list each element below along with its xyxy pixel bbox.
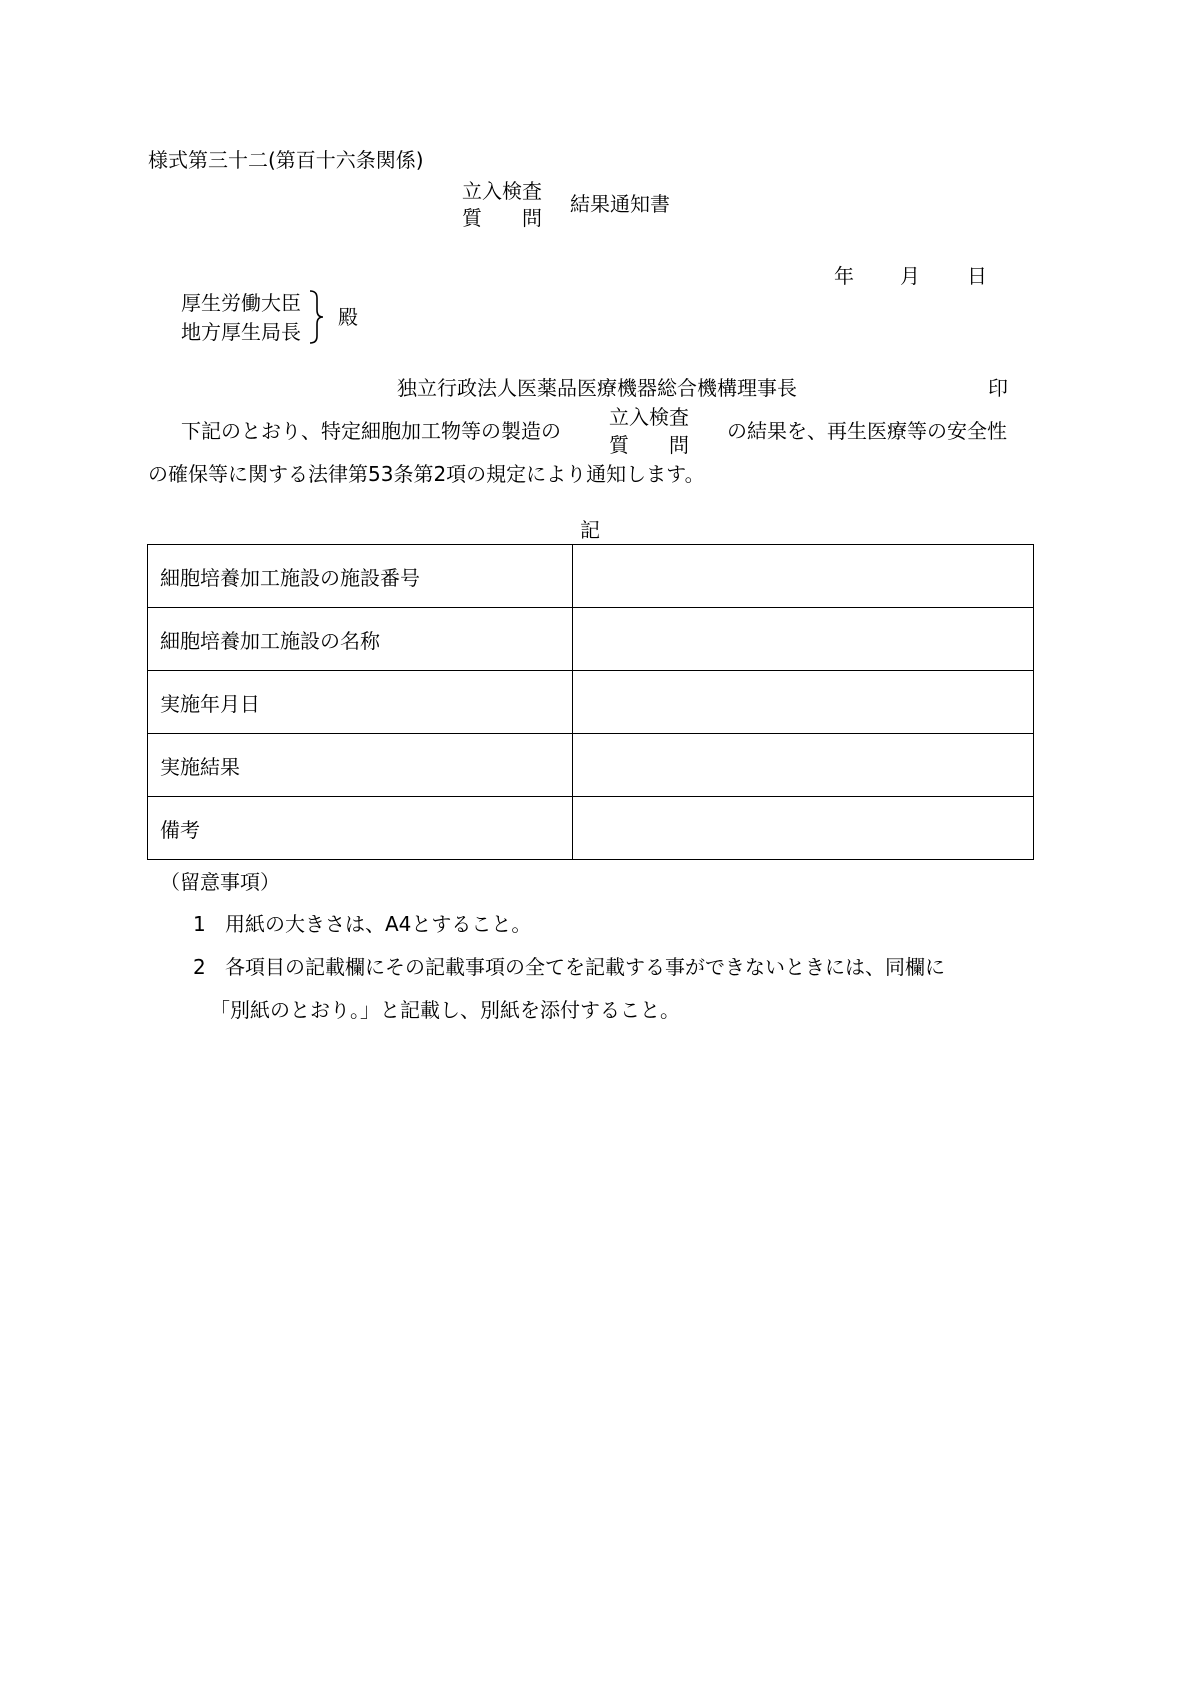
row-label-implementation-date: 実施年月日 <box>148 671 573 734</box>
ki-label: 記 <box>580 518 600 542</box>
row-label-remarks: 備考 <box>148 797 573 860</box>
body-line2: の確保等に関する法律第53条第2項の規定により通知します。 <box>148 462 705 486</box>
table-row <box>148 797 1034 860</box>
date-year: 年 <box>834 264 854 288</box>
body-option-questioning: 質 問 <box>609 433 689 457</box>
row-value-implementation-date[interactable] <box>573 671 1034 734</box>
note-number-1: 1 <box>193 912 206 936</box>
document-title: 結果通知書 <box>570 192 670 216</box>
row-value-facility-name[interactable] <box>573 608 1034 671</box>
body-line1-prefix: 下記のとおり、特定細胞加工物等の製造の <box>181 419 561 443</box>
row-value-remarks[interactable] <box>573 797 1034 860</box>
seal-mark: 印 <box>988 376 1008 400</box>
date-day: 日 <box>967 264 987 288</box>
notes-heading: （留意事項） <box>160 870 280 894</box>
note-text-2-continuation: 「別紙のとおり。」と記載し、別紙を添付すること。 <box>210 998 680 1022</box>
row-label-facility-name: 細胞培養加工施設の名称 <box>148 608 573 671</box>
body-option-inspection: 立入検査 <box>609 405 689 429</box>
row-value-implementation-result[interactable] <box>573 734 1034 797</box>
row-label-facility-number: 細胞培養加工施設の施設番号 <box>148 545 573 608</box>
body-line1-suffix: の結果を、再生医療等の安全性 <box>727 419 1007 443</box>
addressee-minister: 厚生労働大臣 <box>181 291 301 315</box>
form-number: 様式第三十二(第百十六条関係) <box>148 148 424 172</box>
addressee-regional-bureau: 地方厚生局長 <box>181 320 301 344</box>
table-row <box>148 734 1034 797</box>
title-option-questioning: 質 問 <box>462 206 542 230</box>
sender-name: 独立行政法人医薬品医療機器総合機構理事長 <box>397 376 797 400</box>
row-value-facility-number[interactable] <box>573 545 1034 608</box>
note-number-2: 2 <box>193 955 206 979</box>
table-row <box>148 608 1034 671</box>
brace-icon <box>308 288 324 346</box>
note-text-2: 各項目の記載欄にその記載事項の全てを記載する事ができないときには、同欄に <box>225 955 945 979</box>
title-option-inspection: 立入検査 <box>462 179 542 203</box>
honorific: 殿 <box>338 305 358 329</box>
table-row <box>148 671 1034 734</box>
result-table <box>147 544 1034 860</box>
date-month: 月 <box>900 264 920 288</box>
table-row <box>148 545 1034 608</box>
note-text-1: 用紙の大きさは、A4とすること。 <box>225 912 532 936</box>
row-label-implementation-result: 実施結果 <box>148 734 573 797</box>
